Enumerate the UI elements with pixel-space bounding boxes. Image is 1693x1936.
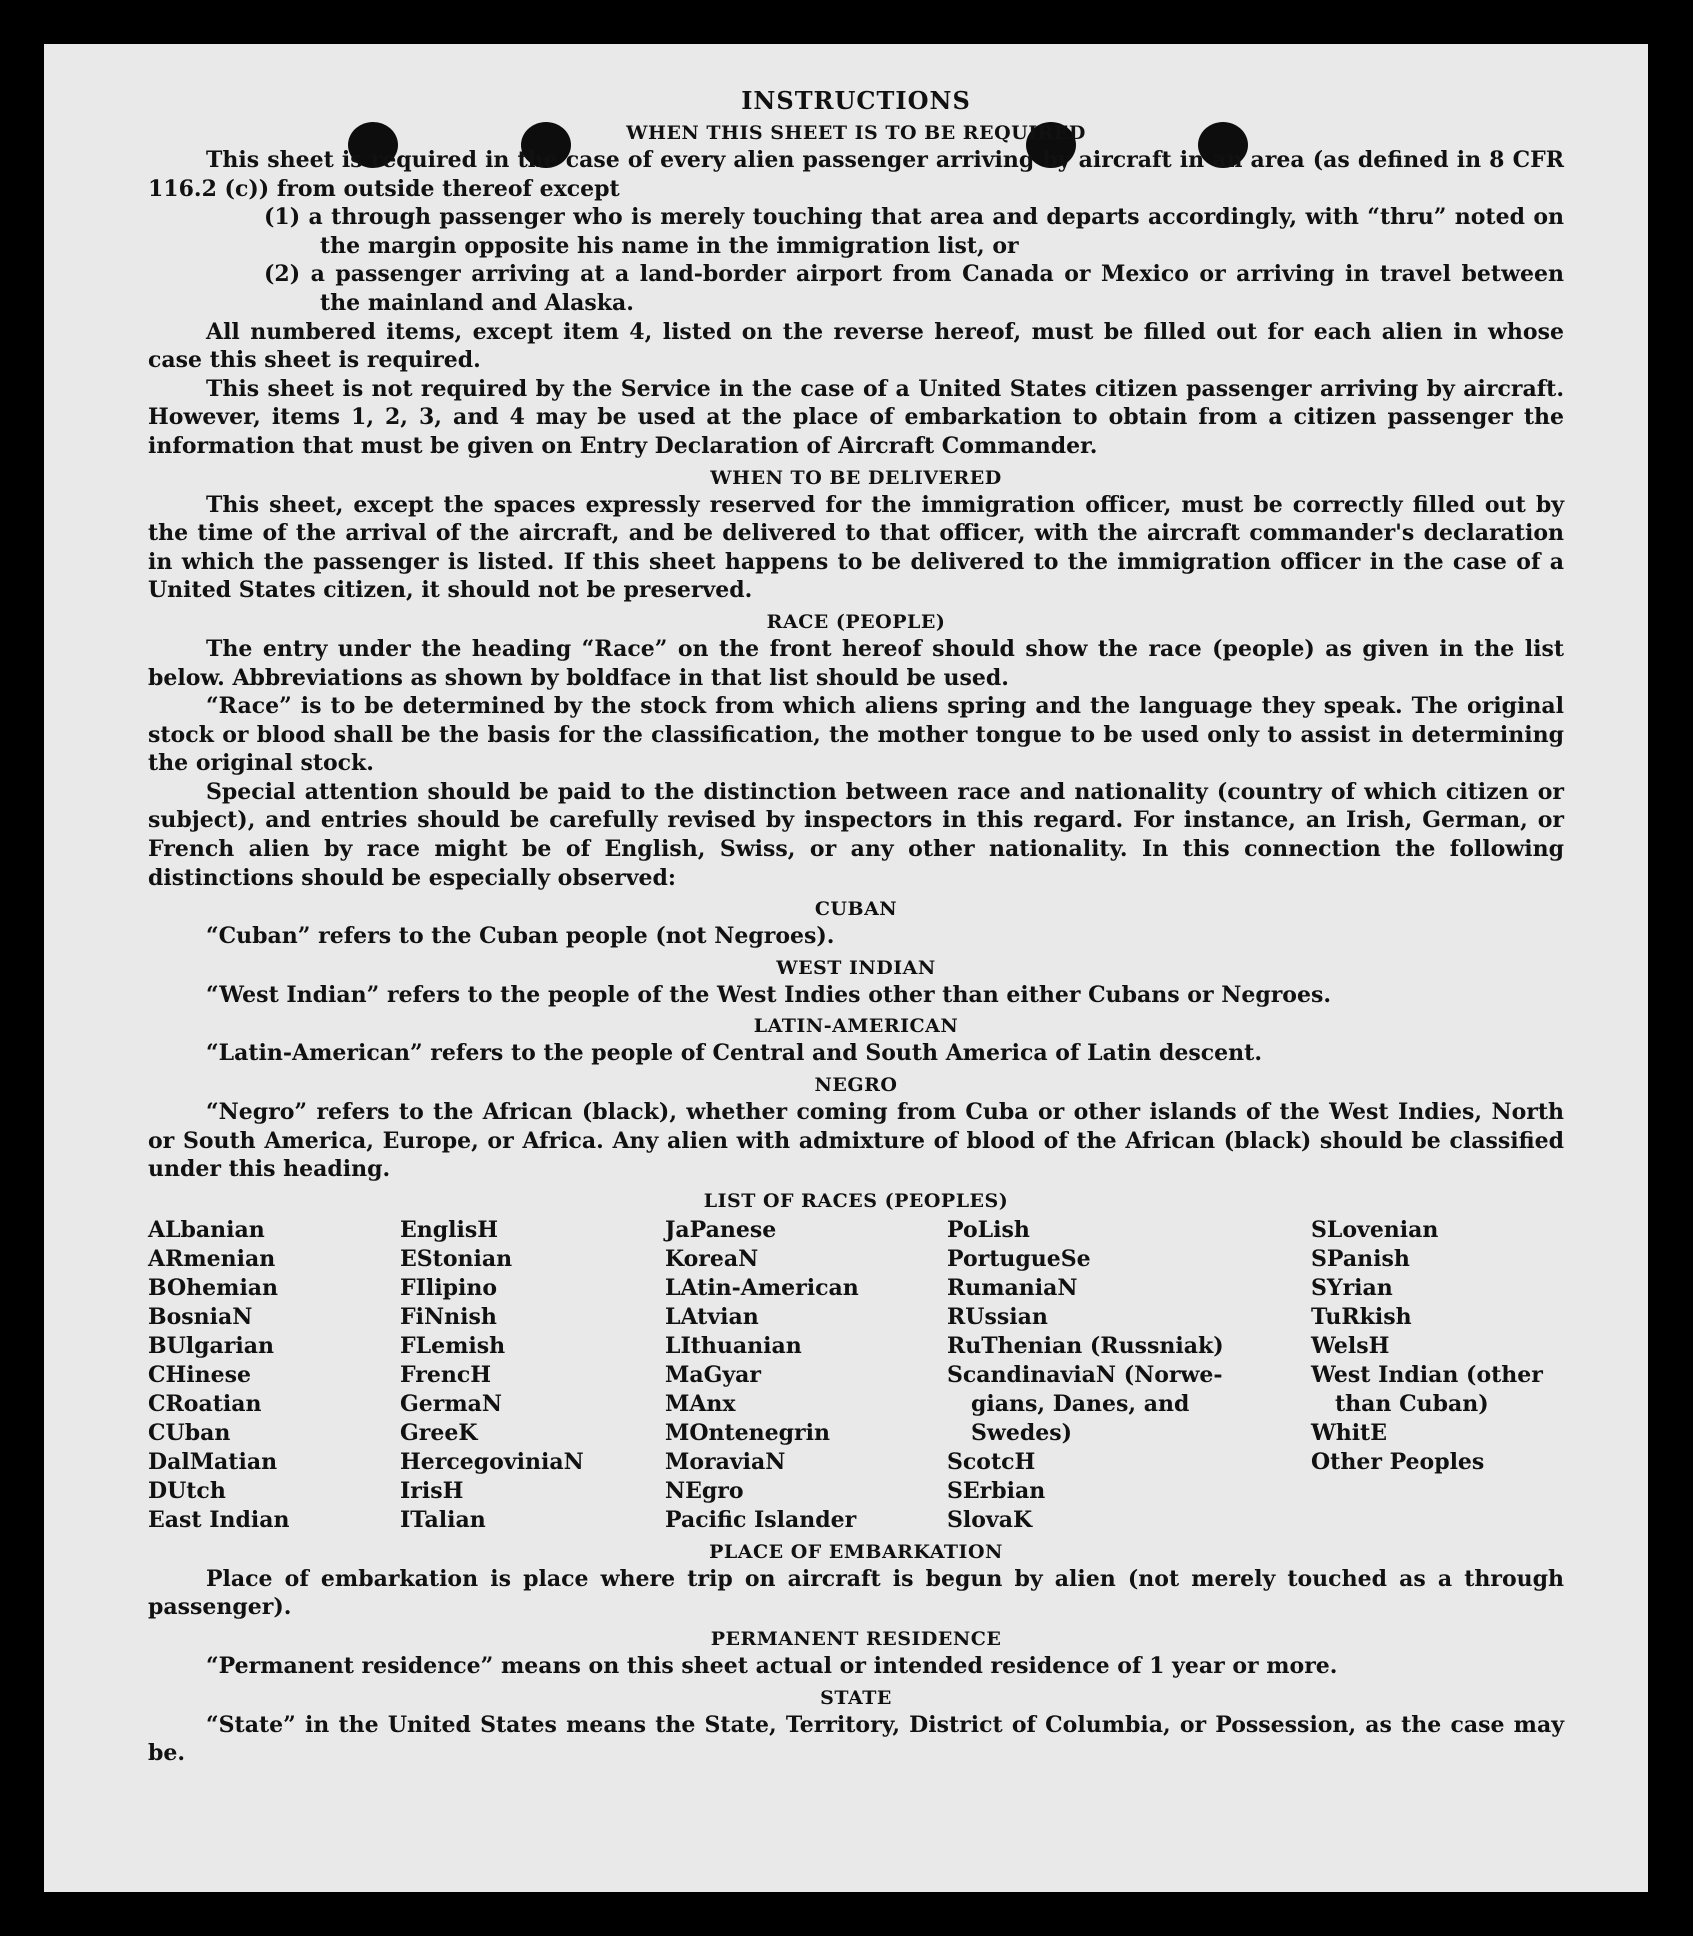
list-item: RumaniaN: [947, 1274, 1078, 1301]
list-item: CUban: [148, 1419, 231, 1446]
list-item: PoLish: [947, 1216, 1030, 1243]
list-item: MoraviaN: [665, 1448, 786, 1475]
paragraph: “West Indian” refers to the people of the West Indies other than either Cubans or Negroes.: [206, 981, 1332, 1008]
list-item: SLovenian: [1311, 1216, 1439, 1243]
races-column: [148, 1216, 400, 1535]
paragraph: All numbered items, except item 4, listed on the reverse hereof, must be filled out for each alien in whose case this sheet is required.: [148, 318, 1564, 374]
races-column: [665, 1216, 947, 1535]
list-item: ARmenian: [148, 1245, 276, 1272]
page-title: INSTRUCTIONS: [741, 86, 971, 115]
list-item: SYrian: [1311, 1274, 1393, 1301]
paragraph: “Cuban” refers to the Cuban people (not Negroes).: [206, 923, 835, 950]
list-item: FiNnish: [400, 1303, 497, 1330]
races-column: [400, 1216, 665, 1535]
paragraph: This sheet, except the spaces expressly reserved for the immigration officer, must be correctly filled out by the time of the arrival of the aircraft, and be delivered to that officer, with the aircraft commander's declaration in which the passenger is listed. If this sheet happens to be delivered to the immigration officer in the case of a United States citizen, it should not be preserved.: [148, 491, 1564, 604]
list-item: (1) a through passenger who is merely touching that area and departs accordingly, with “thru” noted on the margin opposite his name in the immigration list, or: [264, 204, 1564, 259]
paragraph: “Permanent residence” means on this sheet actual or intended residence of 1 year or more.: [206, 1653, 1338, 1679]
paragraph: This sheet is required in the case of every alien passenger arriving by aircraft in an area (as defined in 8 CFR 116.2 (c)) from outside thereof except: [148, 147, 1564, 202]
list-item: East Indian: [148, 1506, 290, 1533]
section-heading-race: RACE (PEOPLE): [766, 610, 946, 633]
section-heading-negro: NEGRO: [814, 1074, 898, 1097]
list-item: Swedes): [971, 1419, 1072, 1446]
list-item: MOntenegrin: [665, 1419, 830, 1446]
list-item: ALbanian: [148, 1216, 265, 1243]
list-item: LAtin-American: [665, 1274, 859, 1301]
list-item: PortugueSe: [947, 1245, 1091, 1272]
list-item: (2) a passenger arriving at a land-border airport from Canada or Mexico or arriving in travel between the mainland and Alaska.: [264, 261, 1564, 316]
list-item: DUtch: [148, 1477, 226, 1504]
list-item: BosniaN: [148, 1303, 253, 1330]
list-item: SPanish: [1311, 1245, 1410, 1272]
paragraph: Special attention should be paid to the distinction between race and nationality (country of which citizen or subject), and entries should be carefully revised by inspectors in this regard. For instance, an Irish, German, or French alien by race might be of English, Swiss, or any other nationality. In this connection the following distinctions should be especially observed:: [148, 778, 1564, 891]
list-item: gians, Danes, and: [971, 1390, 1190, 1417]
section-heading-embarkation: PLACE OF EMBARKATION: [709, 1540, 1003, 1563]
races-column: [947, 1216, 1311, 1535]
list-item: MAnx: [665, 1390, 736, 1417]
list-item: SErbian: [947, 1477, 1046, 1504]
list-item: than Cuban): [1335, 1390, 1489, 1417]
section-heading-latin-american: LATIN-AMERICAN: [753, 1015, 959, 1038]
list-item: IrisH: [400, 1477, 464, 1504]
list-item: Other Peoples: [1311, 1448, 1485, 1475]
list-item: BOhemian: [148, 1274, 279, 1301]
list-item: FrencH: [400, 1361, 491, 1388]
instructions-content: [148, 86, 1564, 1768]
list-item: FLemish: [400, 1332, 506, 1359]
section-heading-delivered: WHEN TO BE DELIVERED: [710, 466, 1002, 489]
paragraph: The entry under the heading “Race” on the front hereof should show the race (people) as given in the list below. Abbreviations as shown by boldface in that list should be used.: [148, 635, 1564, 691]
paragraph: “Negro” refers to the African (black), whether coming from Cuba or other islands of the West Indies, North or South America, Europe, or Africa. Any alien with admixture of blood of the African (black) should be classified under this heading.: [148, 1099, 1564, 1183]
list-item: RUssian: [947, 1303, 1048, 1330]
section-heading-races-list: LIST OF RACES (PEOPLES): [703, 1189, 1009, 1212]
list-item: NEgro: [665, 1477, 744, 1504]
list-item: WhitE: [1311, 1419, 1387, 1446]
paragraph: This sheet is not required by the Service in the case of a United States citizen passenger arriving by aircraft. However, items 1, 2, 3, and 4 may be used at the place of embarkation to obtain from a citizen passenger the information that must be given on Entry Declaration of Aircraft Commander.: [148, 375, 1564, 459]
list-item: ScandinaviaN (Norwe-: [947, 1361, 1223, 1388]
paragraph: Place of embarkation is place where trip on aircraft is begun by alien (not merely touched as a through passenger).: [148, 1565, 1564, 1621]
list-item: CHinese: [148, 1361, 252, 1388]
list-item: LAtvian: [665, 1303, 759, 1330]
list-item: LIthuanian: [665, 1332, 802, 1359]
list-item: SlovaK: [947, 1506, 1033, 1533]
section-heading-state: STATE: [820, 1686, 892, 1709]
list-item: ScotcH: [947, 1448, 1036, 1475]
section-heading-cuban: CUBAN: [814, 898, 898, 921]
list-item: KoreaN: [665, 1245, 759, 1272]
list-item: Pacific Islander: [665, 1506, 857, 1533]
list-item: MaGyar: [665, 1361, 762, 1388]
list-item: CRoatian: [148, 1390, 262, 1417]
races-column: [1311, 1216, 1564, 1535]
list-item: West Indian (other: [1311, 1361, 1543, 1388]
section-heading-west-indian: WEST INDIAN: [776, 956, 936, 979]
list-item: HercegoviniaN: [400, 1448, 584, 1475]
section-heading-residence: PERMANENT RESIDENCE: [710, 1628, 1002, 1650]
list-item: RuThenian (Russniak): [947, 1332, 1224, 1359]
paragraph: “Latin-American” refers to the people of Central and South America of Latin descent.: [206, 1040, 1262, 1067]
list-item: TuRkish: [1311, 1303, 1412, 1330]
races-list: [148, 1216, 1564, 1535]
section-heading-required: WHEN THIS SHEET IS TO BE REQUIRED: [626, 122, 1086, 144]
list-item: GreeK: [400, 1419, 478, 1446]
list-item: DalMatian: [148, 1448, 278, 1475]
list-item: ITalian: [400, 1506, 486, 1533]
paragraph: “Race” is to be determined by the stock from which aliens spring and the language they speak. The original stock or blood shall be the basis for the classification, the mother tongue to be used only to assist in determining the original stock.: [148, 693, 1564, 777]
list-item: WelsH: [1311, 1332, 1390, 1359]
list-item: EStonian: [400, 1245, 513, 1272]
list-item: JaPanese: [665, 1216, 777, 1243]
paragraph: “State” in the United States means the State, Territory, District of Columbia, or Possession, as the case may be.: [148, 1711, 1564, 1767]
list-item: FIlipino: [400, 1274, 498, 1301]
list-item: EnglisH: [400, 1216, 499, 1243]
list-item: BUlgarian: [148, 1332, 274, 1359]
list-item: GermaN: [400, 1390, 503, 1417]
